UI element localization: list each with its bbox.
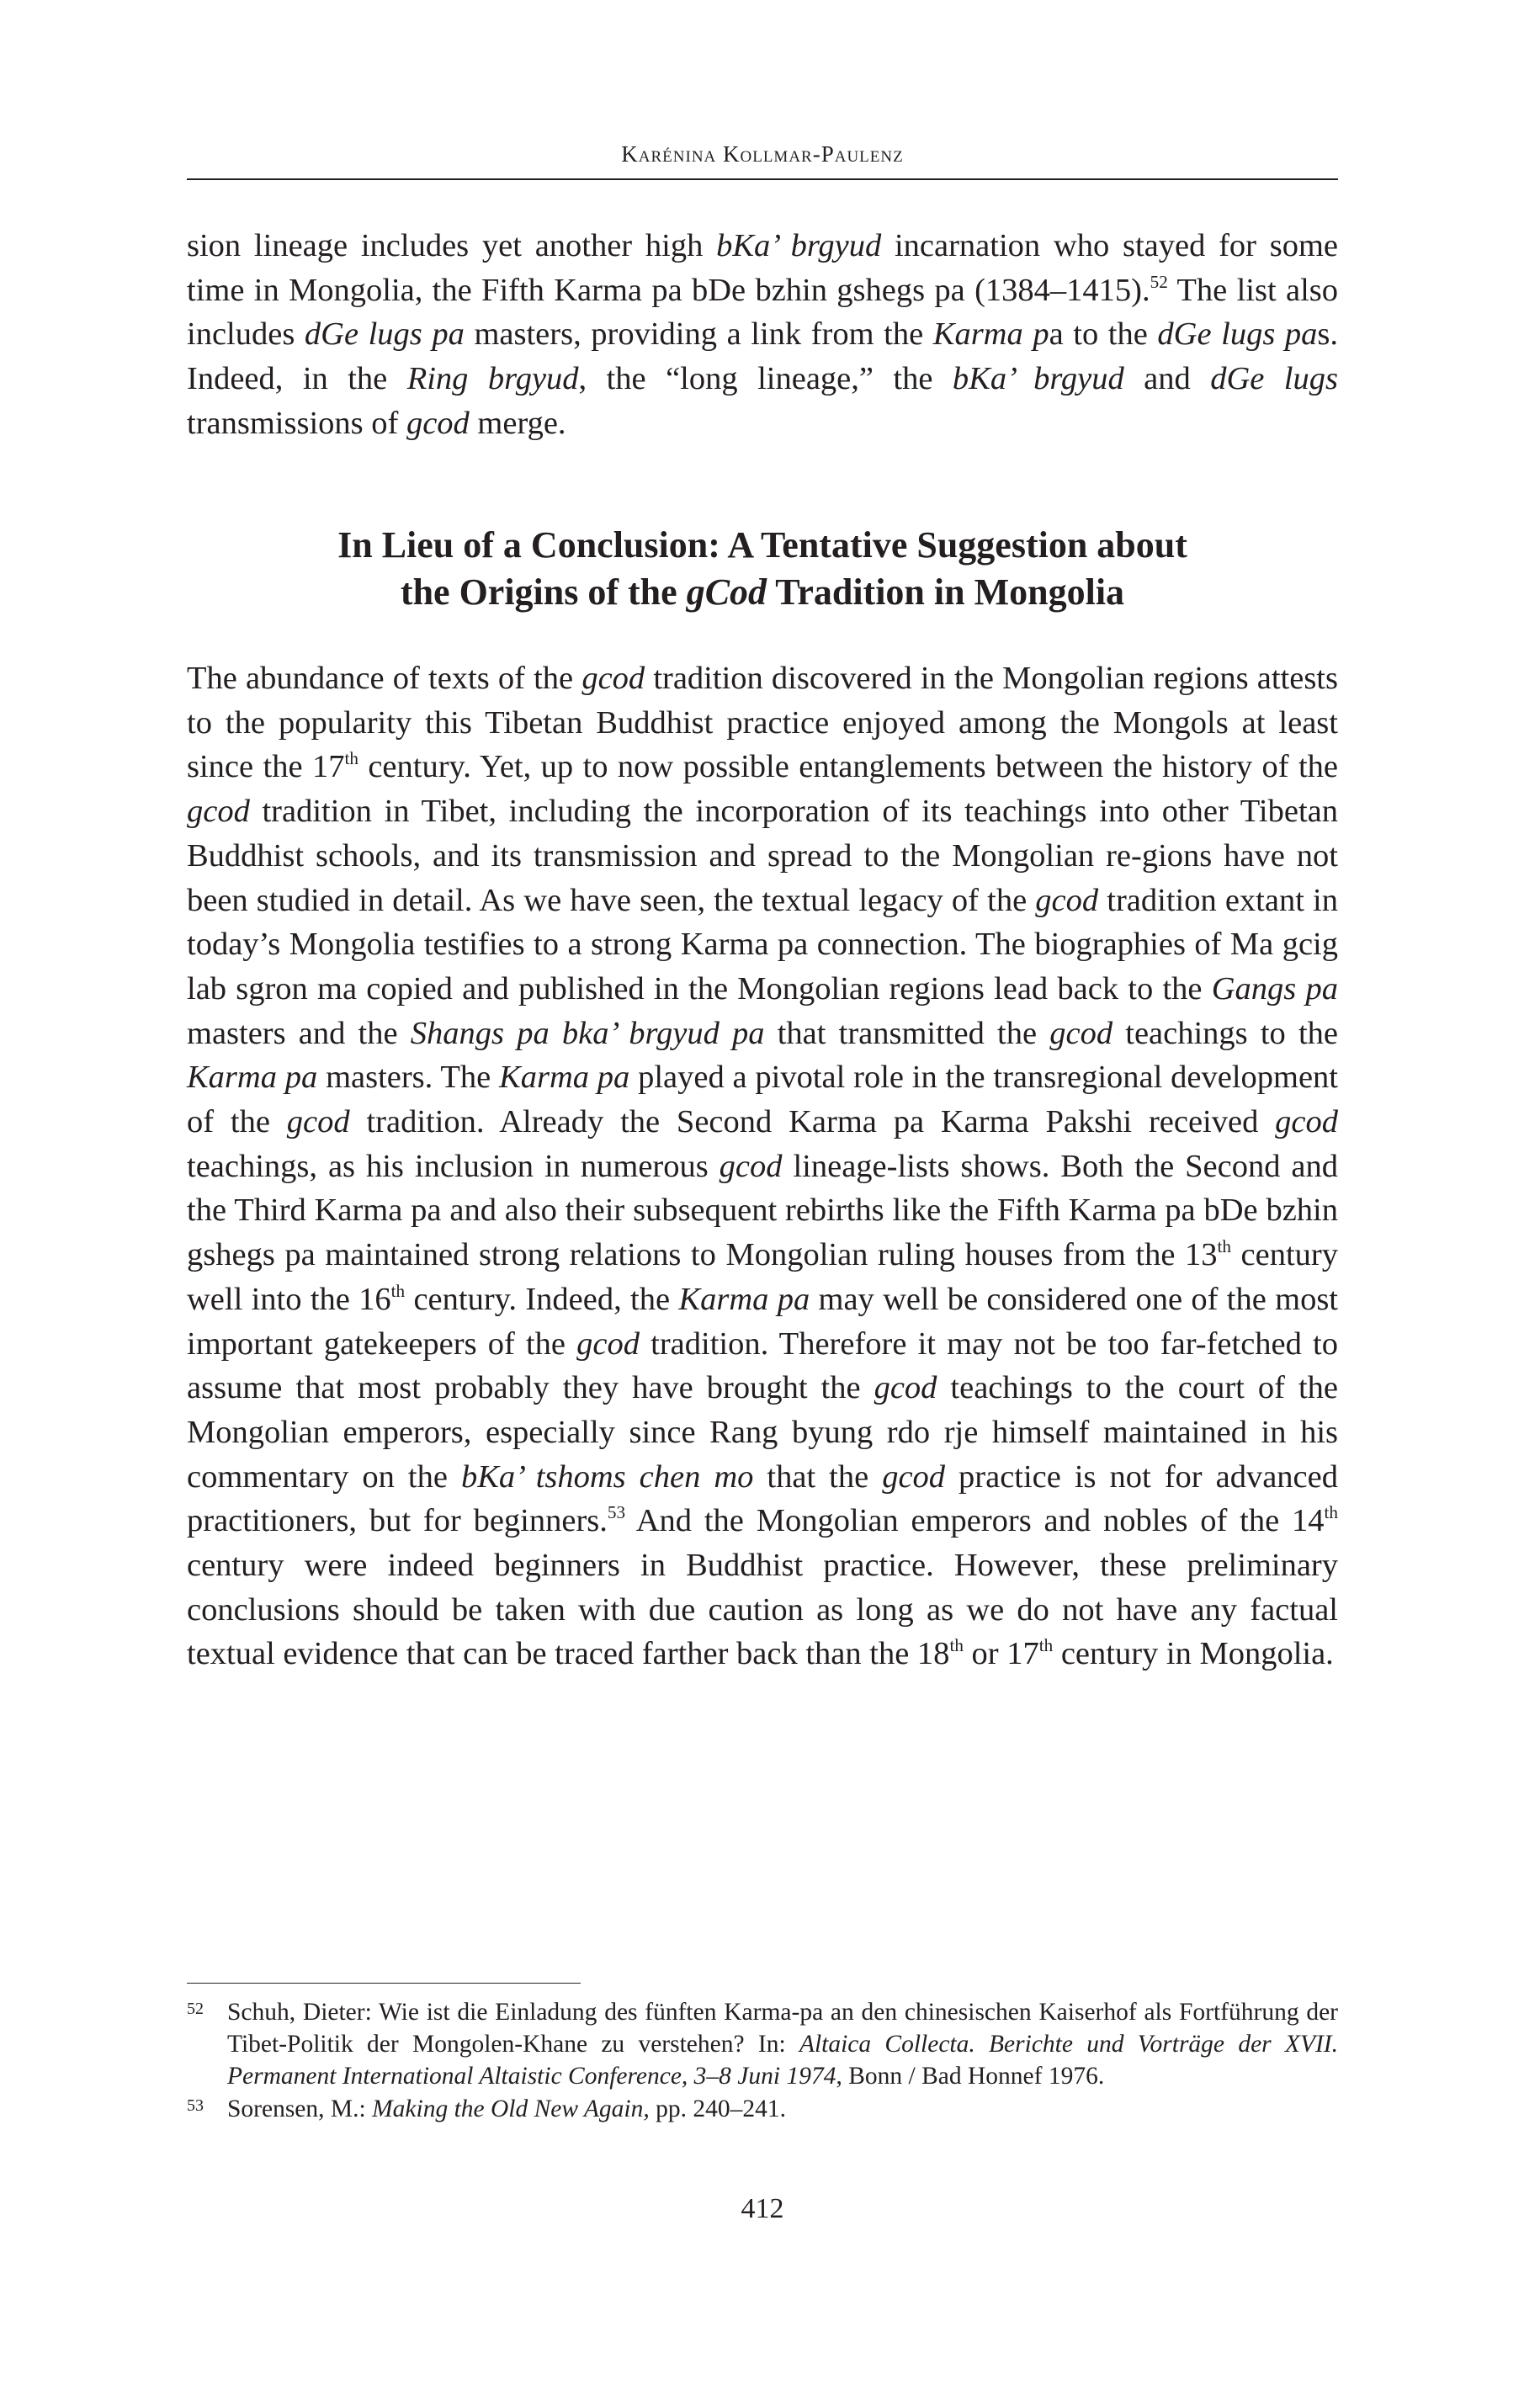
text-run: s. Indeed, in the	[187, 316, 1339, 397]
italic-term: Altaica Collecta. Berichte und Vorträge der XVII. Permanent International Altaistic Conference, 3–8 Juni 1974	[227, 2031, 1338, 2090]
text-run: century. Indeed, the	[405, 1281, 679, 1317]
italic-term: Karma pa	[187, 1060, 318, 1096]
text-run: tradition. Therefore it may not be too far-fetched to assume that most probably they have brought the	[187, 1325, 1338, 1406]
italic-term: gcod	[1049, 1015, 1113, 1051]
text-run: Sorensen, M.:	[227, 2095, 373, 2122]
footnote-number: 52	[187, 2000, 204, 2018]
text-run: In Lieu of a Conclusion: A Tentative Suggestion about	[337, 524, 1187, 566]
italic-term: bKa’ tshoms chen mo	[460, 1458, 754, 1495]
text-run: a to the	[1049, 316, 1158, 353]
italic-term: dGe lugs pa	[1157, 316, 1318, 353]
italic-term: gcod	[581, 661, 645, 696]
section-heading-line-2	[187, 569, 1338, 616]
text-run: teachings, as his inclusion in numerous	[187, 1148, 720, 1184]
text-run: century were indeed beginners in Buddhist practice. However, these preliminary conclusions should be taken with due caution as long as we do not have any factual textual evidence that can be traced farther back than the 18	[187, 1548, 1338, 1672]
footnote-52	[187, 1996, 1338, 2093]
footnotes	[187, 1996, 1338, 2125]
footnote-rule	[187, 1983, 581, 1984]
italic-term: Gangs pa	[1211, 970, 1338, 1007]
text-run: And the Mongolian emperors and nobles of the 14	[625, 1503, 1325, 1539]
italic-term: gcod	[882, 1458, 946, 1495]
running-head: Karénina Kollmar-Paulenz	[621, 141, 904, 167]
page-number: 412	[741, 2193, 784, 2224]
italic-term: gcod	[576, 1325, 640, 1362]
text-run: The list also includes	[187, 272, 1339, 353]
text-run: played a pivotal role in the transregional development of the	[187, 1060, 1338, 1140]
italic-term: Making the Old New Again,	[372, 2095, 650, 2122]
reference-superscript: th	[1324, 1502, 1338, 1523]
text-run: that transmitted the	[764, 1015, 1050, 1051]
italic-term: Karma p	[932, 316, 1049, 353]
italic-term: Karma pa	[678, 1281, 810, 1317]
italic-term: dGe lugs	[1210, 361, 1338, 397]
text-run: masters and the	[187, 1015, 411, 1051]
footnote-text	[227, 2093, 1338, 2125]
text-run: century in Mongolia.	[1053, 1636, 1334, 1672]
text-run: century. Yet, up to now possible entanglements between the history of the	[358, 749, 1339, 785]
text-run: Tradition in Mongolia	[767, 571, 1125, 613]
italic-term: gcod	[1275, 1104, 1338, 1140]
section-heading	[187, 522, 1338, 616]
reference-superscript: th	[344, 748, 358, 769]
text-run: or 17	[963, 1636, 1039, 1672]
text-run: incarnation who stayed for some time in Mongolia, the Fifth Karma pa bDe bzhin gshegs pa (1384–1415).	[187, 228, 1338, 308]
text-run: The abundance of texts of the	[187, 661, 582, 696]
text-run: transmissions of	[187, 405, 406, 441]
body-paragraph-continuation	[187, 224, 1338, 446]
footnote-text	[227, 1996, 1338, 2093]
italic-term: gcod	[874, 1370, 937, 1406]
text-run: merge.	[469, 405, 566, 441]
section-heading-line-1	[187, 522, 1338, 569]
text-run: masters. The	[317, 1060, 500, 1096]
italic-term: gcod	[286, 1104, 350, 1140]
text-run: sion lineage includes yet another high	[187, 228, 717, 263]
footnote-number: 53	[187, 2096, 204, 2115]
text-run: tradition discovered in the Mongolian regions attests to the popularity this Tibetan Buddhist practice enjoyed among the Mongols at least since the 17	[187, 661, 1338, 785]
text-run: , the “long lineage,” the	[578, 361, 953, 397]
reference-superscript: 52	[1150, 271, 1168, 292]
italic-term: bKa’ brgyud	[716, 228, 882, 263]
body-paragraph-conclusion	[187, 656, 1338, 1676]
italic-term: gcod	[1035, 882, 1099, 918]
text-run: teachings to the court of the Mongolian emperors, especially since Rang byung rdo rje himself maintained in his commentary on the	[187, 1370, 1338, 1495]
reference-superscript: th	[949, 1635, 964, 1656]
text-run: tradition extant in today’s Mongolia testifies to a strong Karma pa connection. The biographies of Ma gcig lab sgron ma copied and published in the Mongolian regions lead back to the	[187, 882, 1338, 1007]
header-rule	[187, 178, 1338, 180]
text-run: the Origins of the	[400, 571, 687, 613]
text-run: , Bonn / Bad Honnef 1976.	[836, 2063, 1105, 2090]
reference-superscript: th	[1038, 1635, 1054, 1656]
text-run: that the	[753, 1458, 883, 1495]
text-run: century well into the 16	[187, 1237, 1338, 1317]
text-run: practice is not for advanced practitioners, but for beginners.	[187, 1458, 1338, 1539]
paragraph-text	[187, 224, 1338, 446]
italic-term: bKa’ brgyud	[952, 361, 1124, 397]
italic-term: gcod	[406, 405, 470, 441]
italic-term: Ring brgyud	[406, 361, 579, 397]
text-run: and	[1123, 361, 1211, 397]
italic-term: gCod	[686, 571, 767, 613]
text-run: tradition in Tibet, including the incorporation of its teachings into other Tibetan Buddhist schools, and its transmission and spread to the Mongolian re-gions have not been studied in detail. As we have seen, the textual legacy of the	[187, 794, 1338, 918]
italic-term: Karma pa	[499, 1060, 630, 1096]
text-run: may well be considered one of the most important gatekeepers of the	[187, 1281, 1338, 1362]
reference-superscript: th	[390, 1280, 406, 1301]
italic-term: dGe lugs pa	[304, 316, 465, 353]
text-run: lineage-lists shows. Both the Second and the Third Karma pa and also their subsequent rebirths like the Fifth Karma pa bDe bzhin gshegs pa maintained strong relations to Mongolian ruling houses from the 13	[187, 1148, 1338, 1273]
text-run: masters, providing a link from the	[464, 316, 933, 353]
paragraph-text	[187, 656, 1338, 1676]
reference-superscript: th	[1217, 1235, 1231, 1256]
italic-term: gcod	[719, 1148, 783, 1184]
text-run: tradition. Already the Second Karma pa Karma Pakshi received	[349, 1104, 1276, 1140]
text-run: Schuh, Dieter: Wie ist die Einladung des fünften Karma-pa an den chinesischen Kaiserhof als Fortführung der Tibet-Politik der Mongolen-Khane zu verstehen? In:	[227, 1999, 1338, 2058]
footnote-53	[187, 2093, 1338, 2125]
text-run: teachings to the	[1113, 1015, 1338, 1051]
italic-term: Shangs pa bka’ brgyud pa	[410, 1015, 765, 1051]
reference-superscript: 53	[607, 1502, 626, 1523]
text-run: pp. 240–241.	[649, 2095, 786, 2122]
italic-term: gcod	[187, 794, 250, 830]
